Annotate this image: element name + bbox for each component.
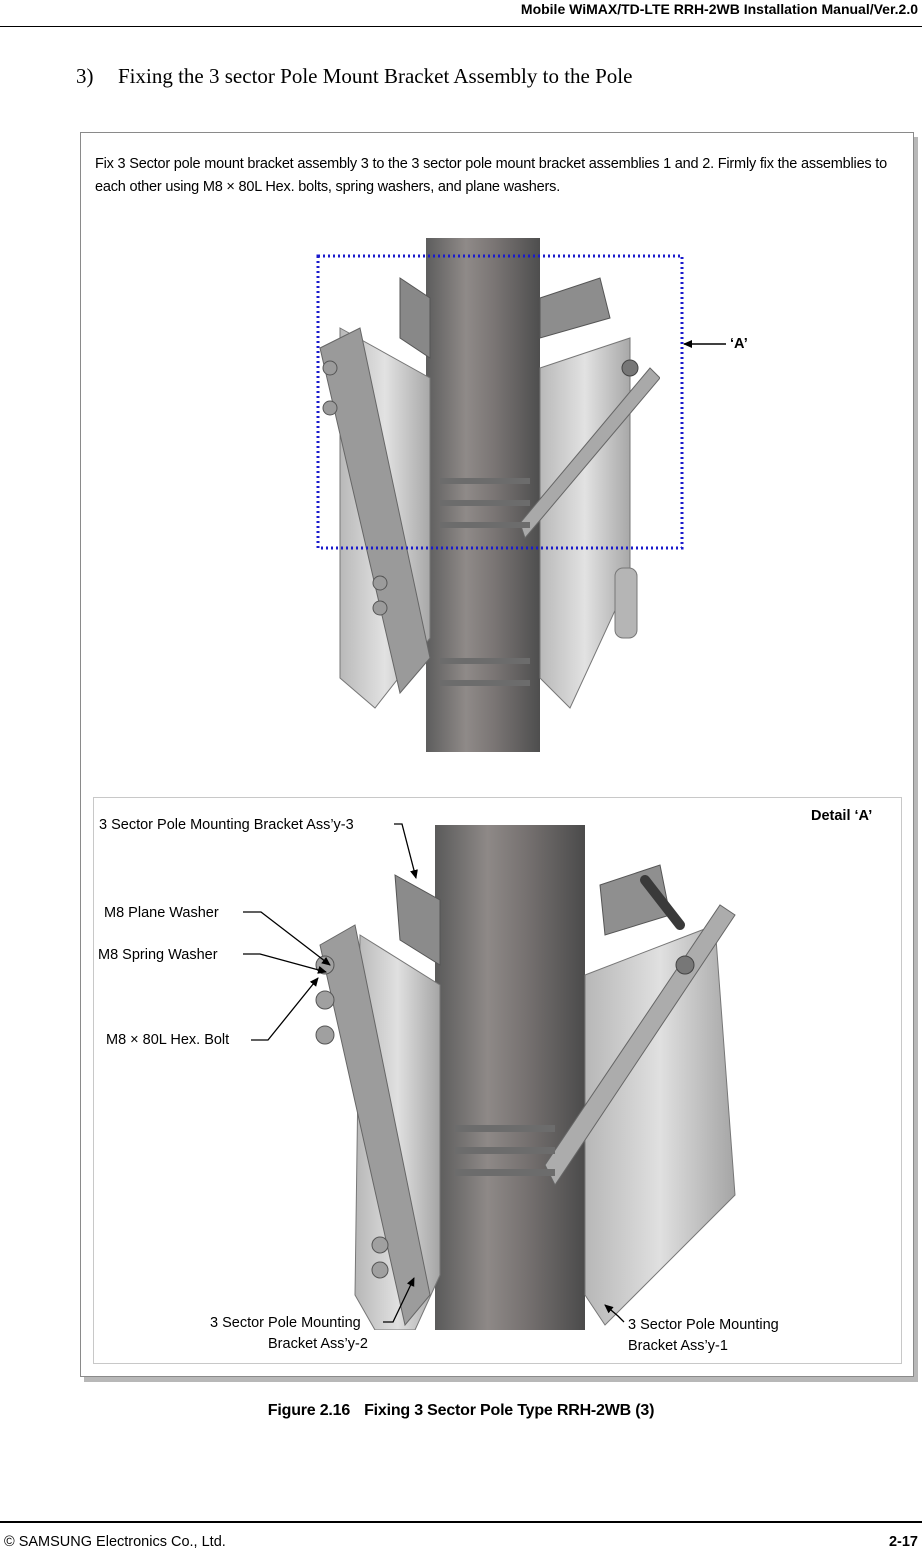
detail-title: Detail ‘A’ [811, 808, 873, 824]
page-number: 2-17 [888, 1534, 918, 1550]
bracket-2-label-line2: Bracket Ass’y-2 [268, 1336, 368, 1352]
pole-bracket-illustration [300, 238, 660, 752]
detail-ref-label: ‘A’ [730, 336, 748, 352]
detail-frame [93, 797, 902, 1364]
figure-title: Fixing 3 Sector Pole Type RRH-2WB (3) [364, 1402, 655, 1419]
bracket-2-label-line1: 3 Sector Pole Mounting [210, 1315, 361, 1331]
bracket-1-label-line2: Bracket Ass’y-1 [628, 1338, 728, 1354]
section-title [76, 64, 632, 89]
bracket-1-label-line1: 3 Sector Pole Mounting [628, 1317, 779, 1333]
figure-number: Figure 2.16 [267, 1402, 351, 1419]
instruction-text: Fix 3 Sector pole mount bracket assembly 3 to the 3 sector pole mount bracket assemblies 1 and 2. Firmly fix the assemblies to each other using M8 × 80L Hex. bolts, spring washers, and plane washers. [95, 156, 888, 195]
manual-title: Mobile WiMAX/TD-LTE RRH-2WB Installation Manual/Ver.2.0 [520, 1, 918, 17]
plane-washer-label: M8 Plane Washer [104, 905, 219, 921]
spring-washer-label: M8 Spring Washer [98, 947, 218, 963]
bracket-3-label: 3 Sector Pole Mounting Bracket Ass’y-3 [99, 817, 354, 833]
hex-bolt-label: M8 × 80L Hex. Bolt [106, 1032, 230, 1048]
section-title-text: Fixing the 3 sector Pole Mount Bracket Assembly to the Pole [118, 64, 633, 88]
footer-rule [0, 1521, 922, 1523]
figure-caption [0, 1402, 922, 1420]
section-number: 3) [76, 64, 94, 88]
footer-copyright: © SAMSUNG Electronics Co., Ltd. [4, 1534, 226, 1550]
header-rule [0, 26, 922, 27]
